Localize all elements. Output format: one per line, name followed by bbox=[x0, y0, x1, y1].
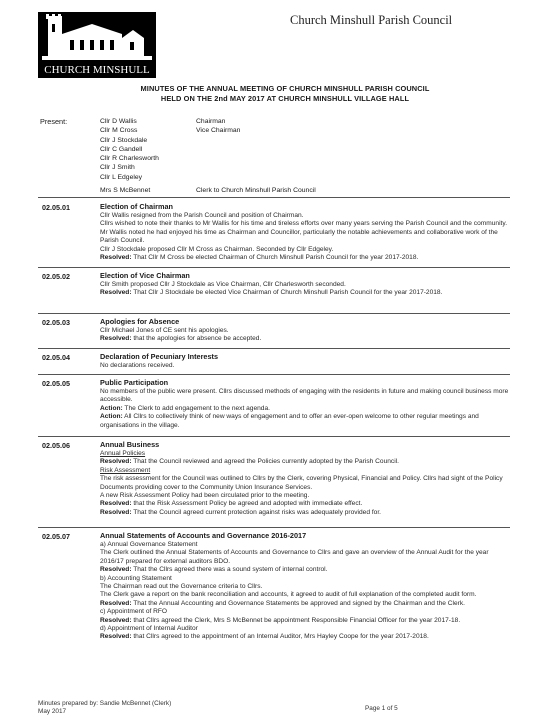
minute-section bbox=[100, 378, 510, 430]
minute-text bbox=[100, 327, 510, 335]
minute-text-body: That the Council agreed current protection against risks was adequately provided for. bbox=[131, 508, 381, 516]
member-name: Cllr J Stockdale bbox=[100, 136, 148, 144]
minute-text-body: That the Annual Accounting and Governance Statements be approved and signed by the Chairman and the Clerk. bbox=[131, 599, 465, 607]
minute-heading: Election of Vice Chairman bbox=[100, 271, 190, 280]
divider bbox=[38, 436, 510, 437]
minute-section bbox=[100, 317, 510, 344]
minute-heading: Election of Chairman bbox=[100, 202, 173, 211]
divider bbox=[38, 197, 510, 198]
minutes-subtitle: HELD ON THE 2nd MAY 2017 AT CHURCH MINSHULL VILLAGE HALL bbox=[160, 94, 410, 103]
minute-heading: Annual Statements of Accounts and Governance 2016-2017 bbox=[100, 531, 307, 540]
minute-text bbox=[100, 600, 510, 608]
minute-text-body: that the Risk Assessment Policy be agreed and adopted with immediate effect. bbox=[131, 500, 363, 508]
subheading: Risk Assessment bbox=[100, 466, 151, 474]
minute-text bbox=[100, 492, 510, 500]
page-number: Page 1 of 5 bbox=[365, 705, 398, 712]
minute-text bbox=[100, 608, 510, 616]
member-name: Cllr L Edgeley bbox=[100, 173, 143, 181]
resolution-label: Resolved: bbox=[100, 254, 132, 262]
minute-text bbox=[100, 335, 510, 343]
present-label: Present: bbox=[40, 117, 68, 126]
minute-text-body: Cllr Michael Jones of CE sent his apologies. bbox=[100, 327, 229, 334]
minute-number: 02.05.02 bbox=[42, 272, 70, 281]
clerk-name: Mrs S McBennet bbox=[100, 187, 151, 194]
minute-text-body: b) Accounting Statement bbox=[100, 574, 172, 582]
footer-prepared: Minutes prepared by: Sandie McBennet (Clerk) bbox=[38, 700, 172, 707]
minute-text bbox=[100, 413, 510, 430]
minute-text bbox=[100, 254, 510, 262]
minute-text-body: that the apologies for absence be accepted. bbox=[131, 335, 262, 343]
resolution-label: Resolved: bbox=[100, 616, 132, 624]
minute-text-body: That Cllr M Cross be elected Chairman of Church Minshull Parish Council for the year 2017-2018. bbox=[131, 254, 419, 262]
minute-text bbox=[100, 541, 510, 549]
minute-text-body: A new Risk Assessment Policy had been circulated prior to the meeting. bbox=[100, 492, 310, 500]
divider bbox=[38, 374, 510, 375]
minute-section bbox=[100, 271, 510, 298]
resolution-label: Resolved: bbox=[100, 508, 132, 516]
minute-text bbox=[100, 549, 510, 566]
minute-text bbox=[100, 575, 510, 583]
minute-heading: Apologies for Absence bbox=[100, 317, 180, 326]
parish-logo bbox=[38, 12, 156, 78]
member-name: Cllr M Cross bbox=[100, 127, 138, 135]
minute-text-body: that Cllrs agreed to the appointment of an Internal Auditor, Mrs Hayley Coope for the year 2017-2018. bbox=[131, 633, 429, 641]
minutes-title: MINUTES OF THE ANNUAL MEETING OF CHURCH MINSHULL PARISH COUNCIL bbox=[140, 84, 430, 93]
minute-section bbox=[100, 202, 510, 262]
present-names bbox=[100, 117, 159, 182]
subheading: Annual Policies bbox=[100, 450, 146, 457]
minute-number: 02.05.07 bbox=[42, 532, 70, 541]
divider bbox=[38, 313, 510, 314]
minute-text-body: That Cllr J Stockdale be elected Vice Chairman of Church Minshull Parish Council for the year 2017-2018. bbox=[131, 289, 443, 297]
resolution-label: Action: bbox=[100, 404, 123, 412]
minute-section bbox=[100, 440, 510, 517]
minute-text bbox=[100, 362, 510, 370]
minute-heading: Annual Business bbox=[100, 440, 160, 449]
member-role: Chairman bbox=[196, 118, 226, 125]
minute-text bbox=[100, 500, 510, 508]
minute-text-body: That the Council reviewed and agreed the Policies currently adopted by the Parish Council. bbox=[131, 458, 399, 466]
minute-text-body: Cllrs wished to note their thanks to Mr Wallis for his time and tireless efforts over many years serving the Parish Council and the community. Mr Wallis noted he had enjoyed his time as Chairman and Councillor, particularly the notable achievements and collaborative work of the Parish Council. bbox=[100, 220, 508, 245]
divider bbox=[38, 527, 510, 528]
footer-date: May 2017 bbox=[38, 708, 67, 715]
divider bbox=[38, 267, 510, 268]
minute-text-body: a) Annual Governance Statement bbox=[100, 541, 198, 548]
minute-text-body: Cllr Smith proposed Cllr J Stockdale as Vice Chairman, Cllr Charlesworth seconded. bbox=[100, 281, 346, 288]
minute-text bbox=[100, 625, 510, 633]
minute-text-body: The Chairman read out the Governance criteria to Cllrs. bbox=[100, 583, 263, 591]
minute-text bbox=[100, 509, 510, 517]
minute-text bbox=[100, 633, 510, 641]
minute-text bbox=[100, 475, 510, 492]
minute-text-body: No declarations received. bbox=[100, 362, 175, 369]
divider bbox=[38, 348, 510, 349]
resolution-label: Resolved: bbox=[100, 500, 132, 508]
svg-text:CHURCH MINSHULL: CHURCH MINSHULL bbox=[44, 64, 150, 76]
minute-number: 02.05.03 bbox=[42, 318, 70, 327]
minute-text-body: that Cllrs agreed the Clerk, Mrs S McBennet be appointment Responsible Financial Officer for the year 2017-18. bbox=[131, 616, 461, 624]
member-name: Cllr C Gandell bbox=[100, 145, 143, 153]
minute-text bbox=[100, 388, 510, 405]
council-name: Church Minshull Parish Council bbox=[290, 13, 453, 27]
minute-text bbox=[100, 617, 510, 625]
member-name: Cllr R Charlesworth bbox=[100, 155, 159, 163]
minute-text bbox=[100, 467, 510, 475]
present-roles bbox=[196, 117, 240, 136]
minute-number: 02.05.01 bbox=[42, 203, 70, 212]
minute-text bbox=[100, 220, 510, 245]
minute-heading: Declaration of Pecuniary Interests bbox=[100, 352, 219, 361]
resolution-label: Resolved: bbox=[100, 289, 132, 297]
minute-text bbox=[100, 566, 510, 574]
minute-number: 02.05.06 bbox=[42, 441, 70, 450]
clerk-role: Clerk to Church Minshull Parish Council bbox=[196, 187, 316, 194]
minute-text-body: The Clerk gave a report on the bank reconciliation and accounts, it agreed to audit of full explanation of the completed audit form. bbox=[100, 591, 477, 599]
minute-text-body: Cllr Wallis resigned from the Parish Council and position of Chairman. bbox=[100, 212, 304, 219]
minute-text bbox=[100, 405, 510, 413]
minute-text-body: The Clerk outlined the Annual Statements of Accounts and Governance to Cllrs and gave an overview of the Annual Audit for the year 2016/17 prepared for external auditors BDO. bbox=[100, 549, 489, 565]
minute-section bbox=[100, 352, 510, 370]
minute-heading: Public Participation bbox=[100, 378, 169, 387]
church-silhouette-icon bbox=[38, 12, 156, 78]
minute-section bbox=[100, 531, 510, 642]
minute-text-body: No members of the public were present. Cllrs discussed methods of engaging with the residents in future and making council business more accessible. bbox=[100, 388, 509, 404]
minute-number: 02.05.05 bbox=[42, 379, 70, 388]
minute-text bbox=[100, 212, 510, 220]
resolution-label: Resolved: bbox=[100, 599, 132, 607]
member-name: Cllr D Wallis bbox=[100, 118, 137, 125]
resolution-label: Action: bbox=[100, 413, 123, 421]
minute-text bbox=[100, 281, 510, 289]
minute-text bbox=[100, 583, 510, 591]
minute-text bbox=[100, 289, 510, 297]
minute-text-body: The Clerk to add engagement to the next agenda. bbox=[122, 404, 270, 412]
minute-text-body: All Cllrs to collectively think of new ways of engagement and to offer an ever-open welcome to other regular meetings and organisations in the village. bbox=[100, 413, 479, 429]
minute-text-body: The risk assessment for the Council was outlined to Cllrs by the Clerk, covering Physical, Financial and Policy. Cllrs had sight of the Policy Documents providing cover to the Community Union Insurance Services. bbox=[100, 475, 503, 491]
minute-text bbox=[100, 246, 510, 254]
minute-text-body: d) Appointment of Internal Auditor bbox=[100, 625, 198, 633]
resolution-label: Resolved: bbox=[100, 566, 132, 574]
minute-text bbox=[100, 458, 510, 466]
resolution-label: Resolved: bbox=[100, 633, 132, 641]
minute-text-body: Cllr J Stockdale proposed Cllr M Cross as Chairman. Seconded by Cllr Edgeley. bbox=[100, 245, 334, 253]
minute-text-body: That the Cllrs agreed there was a sound system of internal control. bbox=[131, 566, 328, 574]
minute-text-body: c) Appointment of RFO bbox=[100, 608, 168, 616]
resolution-label: Resolved: bbox=[100, 458, 132, 466]
member-role: Vice Chairman bbox=[196, 127, 241, 135]
minute-text bbox=[100, 450, 510, 458]
minute-number: 02.05.04 bbox=[42, 353, 70, 362]
member-name: Cllr J Smith bbox=[100, 164, 135, 172]
minute-text bbox=[100, 591, 510, 599]
resolution-label: Resolved: bbox=[100, 335, 132, 343]
